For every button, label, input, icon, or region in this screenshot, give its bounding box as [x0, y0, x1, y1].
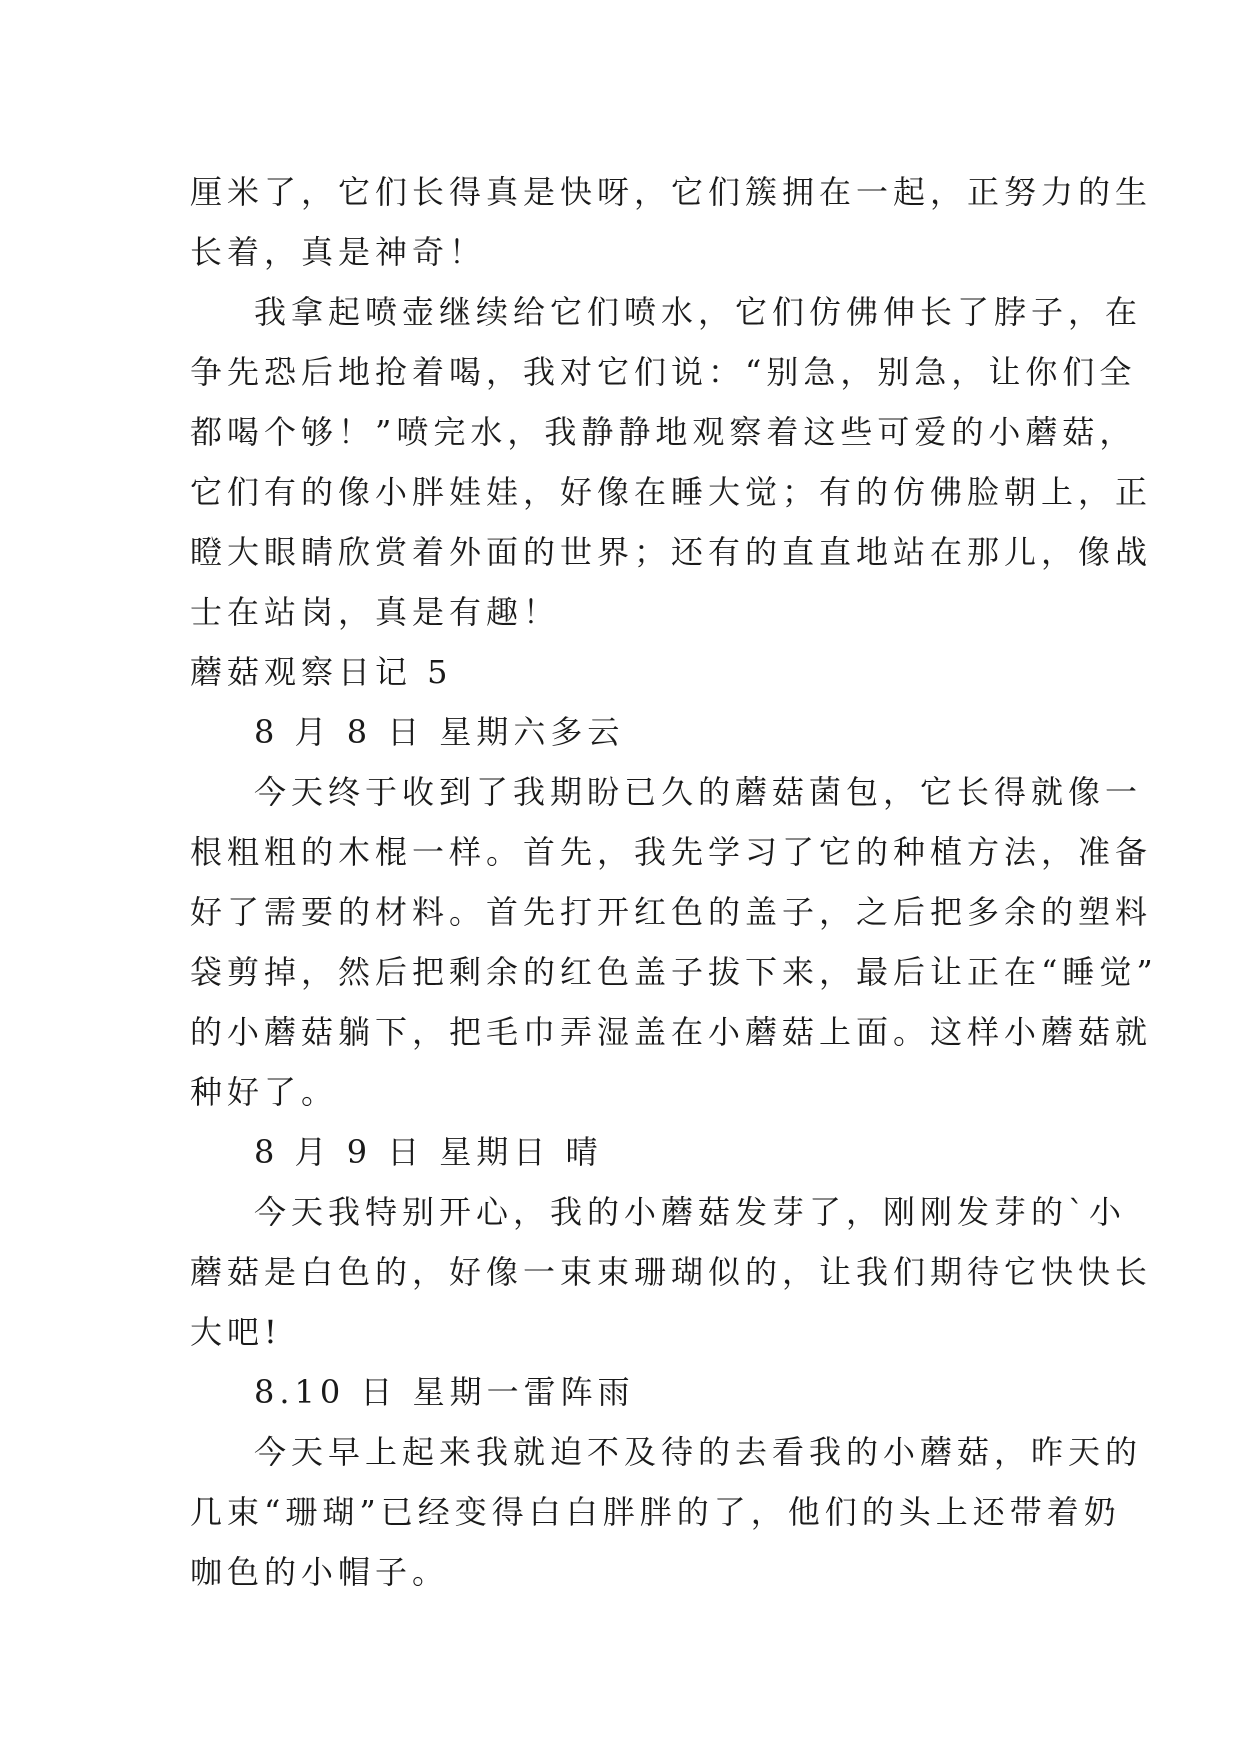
entry-date: 8 月 9 日 星期日 晴: [254, 1133, 603, 1171]
section-title: 蘑菇观察日记 5: [190, 653, 453, 691]
paragraph-line: 的小蘑菇躺下，把毛巾弄湿盖在小蘑菇上面。这样小蘑菇就: [190, 1013, 1153, 1051]
paragraph-line: 都喝个够！”喷完水，我静静地观察着这些可爱的小蘑菇，: [190, 413, 1137, 451]
paragraph-line: 袋剪掉，然后把剩余的红色盖子拔下来，最后让正在“睡觉”: [190, 953, 1158, 991]
paragraph-line: 根粗粗的木棍一样。首先，我先学习了它的种植方法，准备: [190, 833, 1153, 871]
paragraph-line: 几束“珊瑚”已经变得白白胖胖的了，他们的头上还带着奶: [190, 1493, 1121, 1531]
paragraph-line: 我拿起喷壶继续给它们喷水，它们仿佛伸长了脖子，在: [254, 293, 1143, 331]
paragraph-line: 厘米了，它们长得真是快呀，它们簇拥在一起，正努力的生: [190, 173, 1153, 211]
entry-date: 8.10 日 星期一雷阵雨: [254, 1373, 635, 1411]
paragraph-line: 它们有的像小胖娃娃，好像在睡大觉；有的仿佛脸朝上，正: [190, 473, 1153, 511]
entry-date: 8 月 8 日 星期六多云: [254, 713, 625, 751]
paragraph-line: 种好了。: [190, 1073, 339, 1111]
paragraph-line: 今天我特别开心，我的小蘑菇发芽了，刚刚发芽的`小: [254, 1193, 1127, 1231]
paragraph-line: 争先恐后地抢着喝，我对它们说：“别急，别急，让你们全: [190, 353, 1137, 391]
paragraph-line: 咖色的小帽子。: [190, 1553, 450, 1591]
paragraph-line: 瞪大眼睛欣赏着外面的世界；还有的直直地站在那儿，像战: [190, 533, 1153, 571]
paragraph-line: 长着，真是神奇！: [190, 233, 487, 271]
document-body: [190, 162, 1158, 1602]
paragraph-line: 大吧!: [190, 1313, 282, 1351]
paragraph-line: 士在站岗，真是有趣！: [190, 593, 561, 631]
paragraph-line: 好了需要的材料。首先打开红色的盖子，之后把多余的塑料: [190, 893, 1153, 931]
paragraph-line: 今天终于收到了我期盼已久的蘑菇菌包，它长得就像一: [254, 773, 1143, 811]
paragraph-line: 今天早上起来我就迫不及待的去看我的小蘑菇，昨天的: [254, 1433, 1143, 1471]
paragraph-line: 蘑菇是白色的，好像一束束珊瑚似的，让我们期待它快快长: [190, 1253, 1153, 1291]
